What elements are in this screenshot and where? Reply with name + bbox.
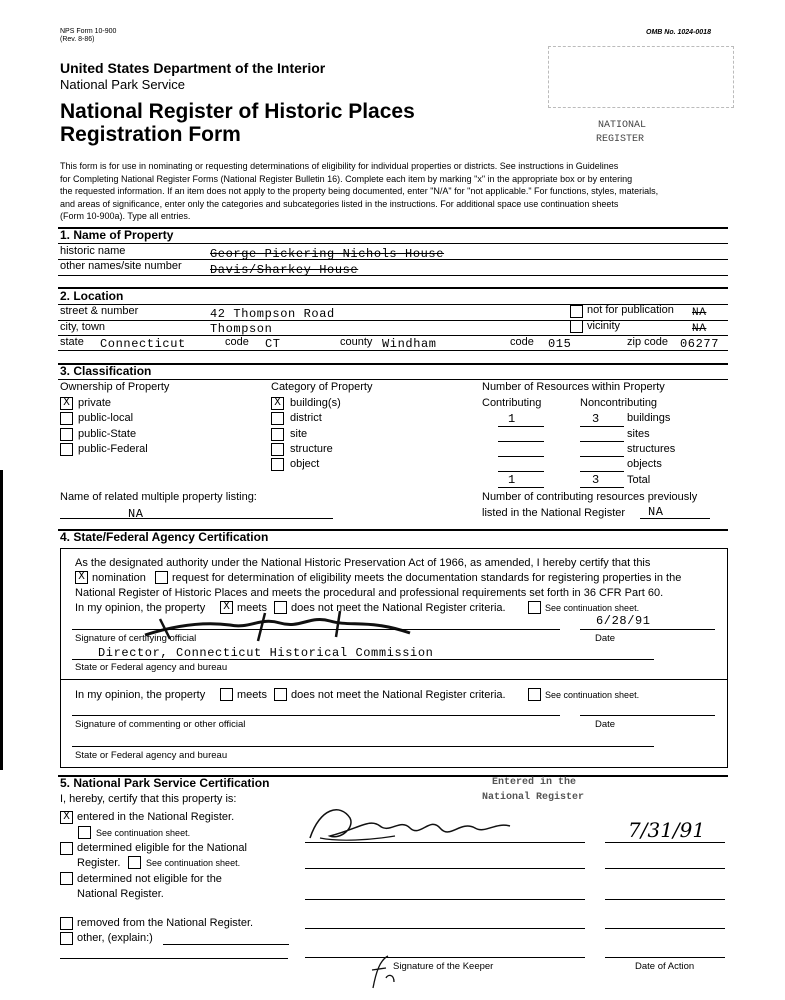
section-1-heading: 1. Name of Property	[60, 228, 174, 242]
objects-label: objects	[627, 458, 662, 470]
contributing-header: Contributing	[482, 397, 542, 409]
total-noncontributing[interactable]: 3	[592, 473, 600, 487]
rule	[72, 629, 560, 630]
section-2-heading: 2. Location	[60, 289, 124, 303]
ownership-label: Ownership of Property	[60, 381, 170, 393]
section-divider	[58, 287, 728, 289]
keeper-signature-label: Signature of the Keeper	[393, 961, 494, 972]
site-label: site	[290, 428, 308, 440]
previously-listed-label-2: listed in the National Register	[482, 507, 626, 519]
structures-label: structures	[627, 443, 676, 455]
continuation-sheet-label: See continuation sheet.	[545, 603, 640, 613]
rule	[305, 928, 585, 929]
meets-checkbox[interactable]: X	[220, 601, 233, 614]
nomination-label: nomination	[92, 572, 146, 584]
meets-label-2: meets	[237, 689, 267, 701]
rule	[580, 426, 624, 427]
private-label: private	[78, 397, 112, 409]
not-eligible-label-2: National Register.	[77, 888, 164, 900]
previously-listed-label: Number of contributing resources previously	[482, 491, 698, 503]
certifying-date-field[interactable]: 6/28/91	[596, 614, 651, 628]
determined-eligible-label-2: Register.	[77, 857, 121, 869]
rule	[498, 487, 544, 488]
city-field[interactable]: Thompson	[210, 322, 273, 336]
signature-label: Signature of certifying official	[75, 633, 197, 644]
eligible-continuation-checkbox[interactable]	[128, 856, 141, 869]
keeper-certify-text: I, hereby, certify that this property is:	[60, 793, 237, 805]
entered-continuation-checkbox[interactable]	[78, 826, 91, 839]
state-field[interactable]: Connecticut	[100, 337, 186, 351]
not-eligible-label: determined not eligible for the	[77, 873, 222, 885]
not-for-publication-value: NA	[692, 307, 707, 319]
public-state-checkbox[interactable]	[60, 428, 73, 441]
rule	[498, 426, 544, 427]
instructions: This form is for use in nominating or requesting determinations of eligibility for individual properties or districts. See instructions in Guidelines for Completing National Register Forms (National Register Bulletin 16). Complete each item by marking "x" in the appropriate box or by entering the requested information. If an item does not apply to the property being documented, enter "N/A" for "not applicable." For functions, styles, materials, and areas of significance, enter only the categories and subcategories listed in the instructions. For additional space use continuation sheets (Form 10-900a). Type all entries.	[60, 161, 659, 221]
other-names-label: other names/site number	[60, 260, 182, 272]
street-field[interactable]: 42 Thompson Road	[210, 307, 335, 321]
rule	[605, 868, 725, 869]
city-label: city, town	[60, 321, 106, 333]
department-name: United States Department of the Interior	[60, 60, 326, 76]
rule	[580, 629, 715, 630]
county-code-field[interactable]: 015	[548, 337, 572, 351]
date-of-action-label: Date of Action	[635, 961, 695, 972]
public-state-label: public-State	[78, 428, 137, 440]
rule	[580, 487, 624, 488]
rule	[605, 842, 725, 843]
does-not-meet-label: does not meet the National Register criteria.	[291, 602, 506, 614]
section-3-heading: 3. Classification	[60, 364, 152, 378]
section-4-heading: 4. State/Federal Agency Certification	[60, 530, 269, 544]
continuation-sheet-checkbox[interactable]	[528, 601, 541, 614]
public-local-checkbox[interactable]	[60, 412, 73, 425]
related-listing-field[interactable]: NA	[128, 507, 144, 521]
structure-label: structure	[290, 443, 333, 455]
rule	[605, 899, 725, 900]
not-for-publication-checkbox[interactable]	[570, 305, 583, 318]
rule	[498, 471, 544, 472]
agency-label: State or Federal agency and bureau	[75, 662, 228, 673]
section-5-heading: 5. National Park Service Certification	[60, 776, 270, 790]
opinion-label: In my opinion, the property	[75, 602, 206, 614]
entered-continuation-label: See continuation sheet.	[96, 828, 191, 838]
cert-text-1: As the designated authority under the National Historic Preservation Act of 1966, as amended, I hereby certify that this	[75, 557, 651, 569]
entered-label: entered in the National Register.	[77, 811, 235, 823]
rule	[498, 456, 544, 457]
vicinity-checkbox[interactable]	[570, 320, 583, 333]
public-federal-checkbox[interactable]	[60, 443, 73, 456]
public-federal-label: public-Federal	[78, 443, 148, 455]
rule	[72, 715, 560, 716]
building-label: building(s)	[290, 397, 341, 409]
rule	[58, 379, 728, 380]
form-number: NPS Form 10-900	[60, 28, 117, 35]
buildings-contributing[interactable]: 1	[508, 412, 516, 426]
code-label: code	[225, 336, 249, 348]
total-contributing[interactable]: 1	[508, 473, 516, 487]
rule	[58, 275, 728, 276]
other-checkbox[interactable]	[60, 932, 73, 945]
cert-text-2: request for determination of eligibility meets the documentation standards for registering properties in the	[172, 572, 682, 584]
district-label: district	[290, 412, 322, 424]
rule	[72, 746, 654, 747]
date-label-2: Date	[595, 719, 616, 730]
agency-label-2: State or Federal agency and bureau	[75, 750, 228, 761]
rule	[60, 518, 333, 519]
signature-label-2: Signature of commenting or other official	[75, 719, 246, 730]
historic-name-field[interactable]: George Pickering Nichols House	[210, 247, 445, 261]
rule	[305, 899, 585, 900]
form-subtitle: Registration Form	[60, 123, 241, 146]
sites-label: sites	[627, 428, 650, 440]
entered-stamp-1: Entered in the	[492, 777, 577, 788]
category-label: Category of Property	[271, 381, 373, 393]
total-label: Total	[627, 474, 651, 486]
scan-edge-mark	[0, 470, 3, 770]
private-checkbox[interactable]: X	[60, 397, 73, 410]
received-stamp	[548, 46, 734, 108]
rule	[605, 957, 725, 958]
nomination-checkbox[interactable]: X	[75, 571, 88, 584]
rule	[163, 944, 289, 945]
rule	[580, 456, 624, 457]
does-not-meet-label-2: does not meet the National Register criteria.	[291, 689, 506, 701]
object-checkbox[interactable]	[271, 458, 284, 471]
removed-checkbox[interactable]	[60, 917, 73, 930]
county-label: county	[340, 336, 373, 348]
stamp-national: NATIONAL	[598, 120, 647, 131]
action-date-field[interactable]: 7/31/91	[628, 818, 706, 842]
eligible-continuation-label: See continuation sheet.	[146, 858, 241, 868]
opinion-label-2: In my opinion, the property	[75, 689, 206, 701]
official-title-field[interactable]: Director, Connecticut Historical Commission	[98, 646, 434, 660]
does-not-meet-checkbox-2[interactable]	[274, 688, 287, 701]
vicinity-label: vicinity	[587, 320, 621, 332]
related-listing-label: Name of related multiple property listing:	[60, 491, 257, 503]
continuation-sheet-checkbox-2[interactable]	[528, 688, 541, 701]
date-label: Date	[595, 633, 616, 644]
rule	[60, 958, 288, 959]
entered-checkbox[interactable]: X	[60, 811, 73, 824]
determined-eligible-checkbox[interactable]	[60, 842, 73, 855]
other-label: other, (explain:)	[77, 932, 153, 944]
previously-listed-field[interactable]: NA	[648, 505, 664, 519]
rule	[58, 320, 728, 321]
site-checkbox[interactable]	[271, 428, 284, 441]
rule	[305, 957, 585, 958]
rule	[605, 928, 725, 929]
rule	[72, 659, 654, 660]
form-title: National Register of Historic Places	[60, 100, 415, 123]
omb-number: OMB No. 1024-0018	[646, 29, 711, 36]
not-for-publication-label: not for publication	[587, 304, 674, 316]
state-label: state	[60, 336, 84, 348]
cert-text-3: National Register of Historic Places and meets the procedural and professional requirements set forth in 36 CFR Part 60.	[75, 587, 664, 599]
district-checkbox[interactable]	[271, 412, 284, 425]
street-label: street & number	[60, 305, 139, 317]
for-initials	[368, 952, 398, 992]
noncontributing-header: Noncontributing	[580, 397, 658, 409]
rule	[305, 868, 585, 869]
determined-eligible-label: determined eligible for the National	[77, 842, 247, 854]
state-code-field[interactable]: CT	[265, 337, 281, 351]
rule	[60, 679, 728, 680]
buildings-noncontributing[interactable]: 3	[592, 412, 600, 426]
rule	[58, 243, 728, 244]
rule	[580, 471, 624, 472]
rule	[498, 441, 544, 442]
resources-label: Number of Resources within Property	[482, 381, 665, 393]
public-local-label: public-local	[78, 412, 134, 424]
not-eligible-checkbox[interactable]	[60, 872, 73, 885]
form-revision: (Rev. 8-86)	[60, 36, 95, 43]
rule	[58, 350, 728, 351]
rule	[640, 518, 710, 519]
building-checkbox[interactable]: X	[271, 397, 284, 410]
vicinity-value: NA	[692, 323, 707, 335]
county-code-label: code	[510, 336, 534, 348]
object-label: object	[290, 458, 320, 470]
rule	[580, 715, 715, 716]
buildings-label: buildings	[627, 412, 671, 424]
rule	[305, 842, 585, 843]
removed-label: removed from the National Register.	[77, 917, 254, 929]
rule	[580, 441, 624, 442]
section-divider	[58, 363, 728, 365]
eligibility-request-checkbox[interactable]	[155, 571, 168, 584]
zip-field[interactable]: 06277	[680, 337, 720, 351]
service-name: National Park Service	[60, 77, 185, 92]
historic-name-label: historic name	[60, 245, 126, 257]
county-field[interactable]: Windham	[382, 337, 437, 351]
stamp-register: REGISTER	[596, 134, 645, 145]
keeper-signature	[300, 798, 530, 848]
continuation-sheet-label-2: See continuation sheet.	[545, 690, 640, 700]
structure-checkbox[interactable]	[271, 443, 284, 456]
other-names-field[interactable]: Davis/Sharkey House	[210, 263, 359, 277]
zip-label: zip code	[627, 336, 668, 348]
meets-label: meets	[237, 602, 267, 614]
meets-checkbox-2[interactable]	[220, 688, 233, 701]
entered-stamp-2: National Register	[482, 792, 585, 803]
